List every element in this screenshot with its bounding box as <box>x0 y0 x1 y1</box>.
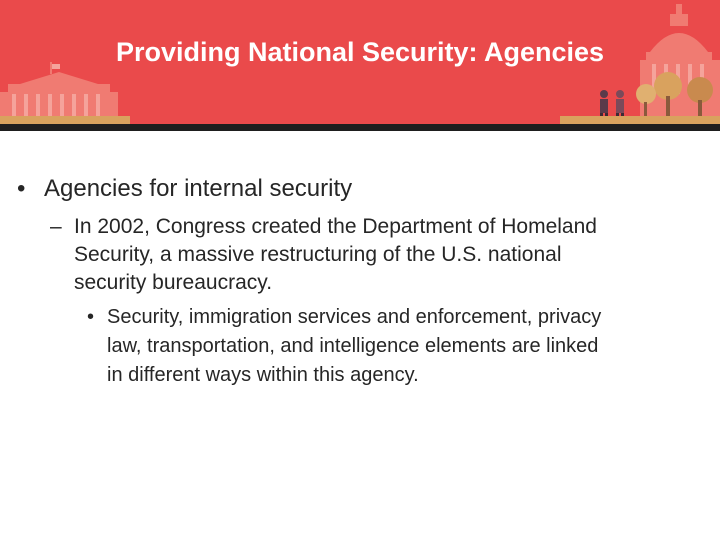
bullet-text-level1: Agencies for internal security <box>44 175 353 202</box>
bullet-text-level3-line3: in different ways within this agency. <box>107 364 419 386</box>
bullet-marker-level3: • <box>87 306 95 328</box>
bullet-text-level2-line2: Security, a massive restructuring of the U.S. national <box>74 243 562 266</box>
bullet-text-level2-line3: security bureaucracy. <box>74 271 273 294</box>
bullet-text-level3-line2: law, transportation, and intelligence elements are linked <box>107 335 599 357</box>
slide-title: Providing National Security: Agencies <box>115 37 605 67</box>
bullet-text-level3-line1: Security, immigration services and enforcement, privacy <box>107 306 602 328</box>
bullet-marker-level2: – <box>50 215 62 238</box>
bullet-text-level2-line1: In 2002, Congress created the Department of Homeland <box>74 215 597 238</box>
bullet-marker-level1: • <box>17 175 26 202</box>
header-divider <box>0 124 720 131</box>
trees-illustration <box>636 72 713 124</box>
people-illustration <box>600 90 624 124</box>
slide-header <box>0 0 720 124</box>
